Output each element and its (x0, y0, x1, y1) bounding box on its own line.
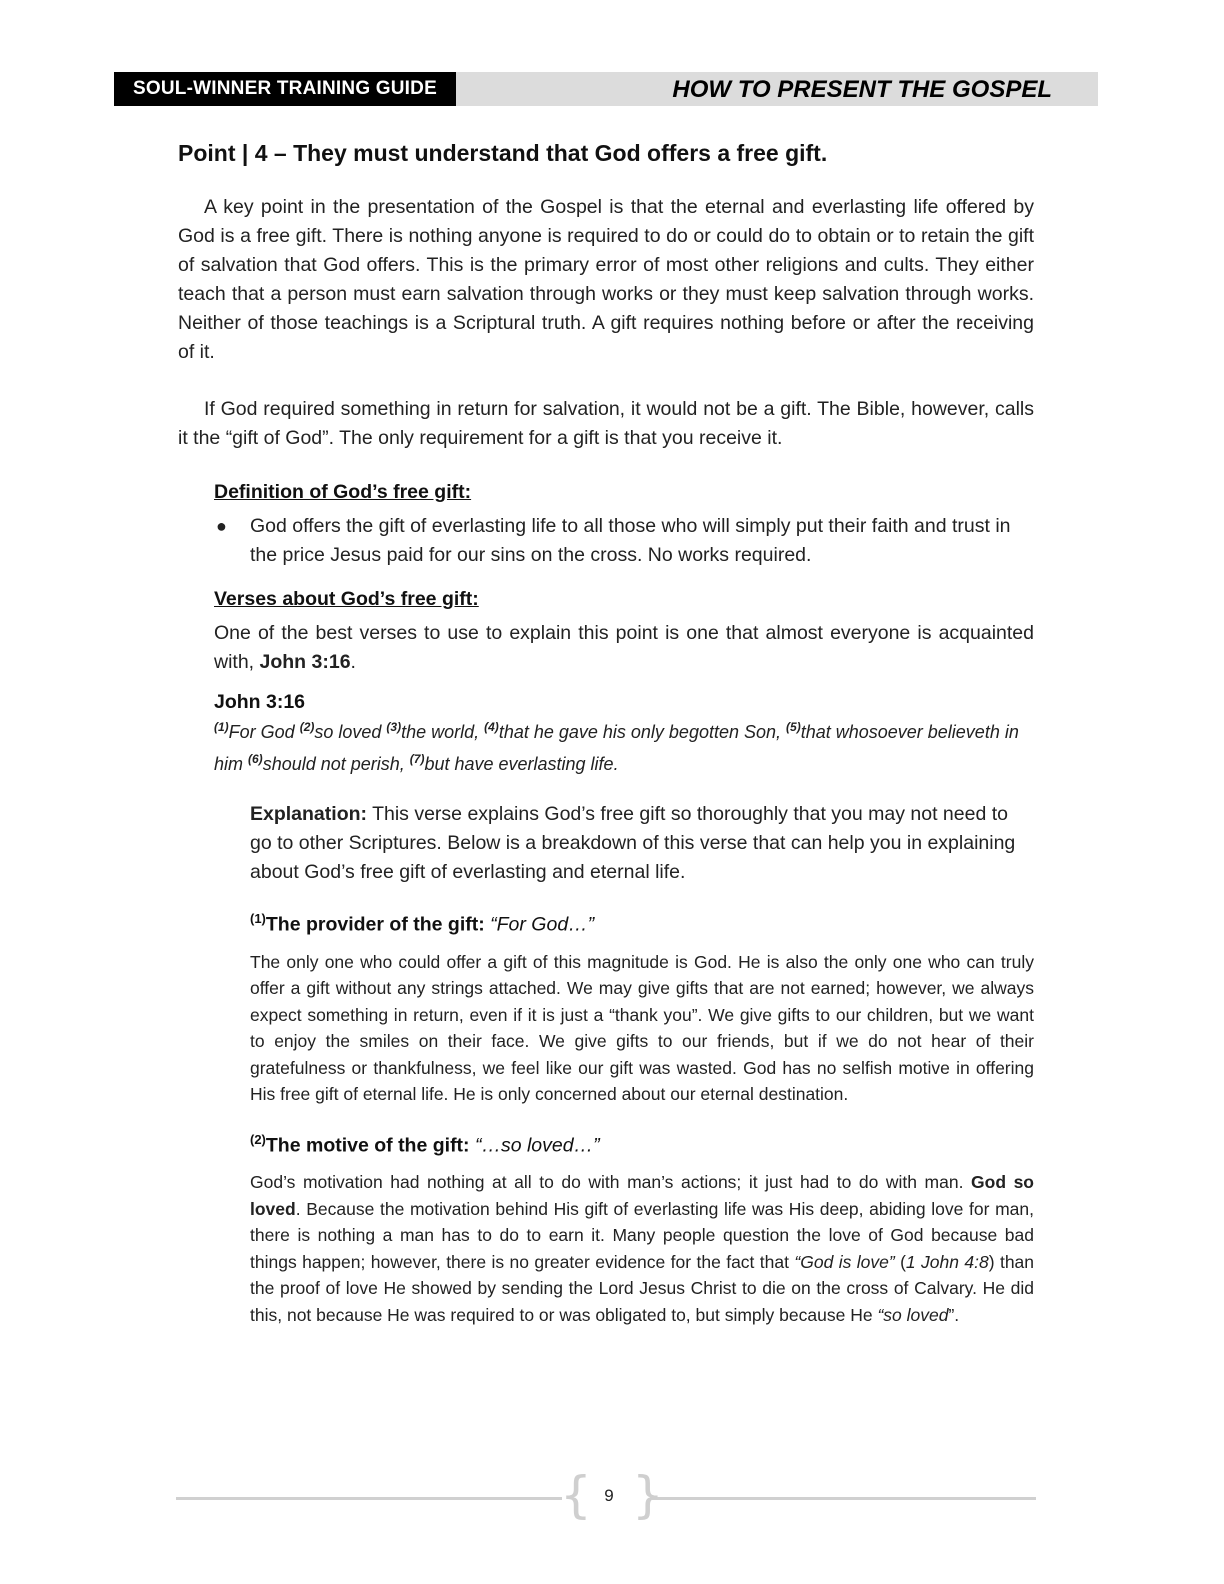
page-content (178, 140, 1034, 1352)
gift-provider-label: The provider of the gift: (265, 913, 485, 936)
verse-num: (4) (484, 720, 499, 734)
paragraph-requirement: If God required something in return for salvation, it would not be a gift. The Bible, however, calls it the “gift of God”. The only requirement for a gift is that you receive it. (178, 398, 1034, 449)
gift-provider-heading (250, 911, 1034, 937)
header-section-title: HOW TO PRESENT THE GOSPEL (672, 76, 1052, 103)
gift-motive-quote: “…so loved…” (474, 1134, 600, 1156)
point-title: Point | 4 – They must understand that God offers a free gift. (178, 140, 828, 166)
gift-motive-text-part: . Because the motivation behind His gift of everlasting life was His deep, abiding love for man, there is nothing a man has to do to earn it. Many people question the love of God because bad things happen; however, there is no greater evidence for the fact that (250, 1198, 1034, 1272)
verse-num: (5) (786, 720, 801, 734)
verse-part: the world, (401, 722, 485, 742)
gift-provider-text: The only one who could offer a gift of this magnitude is God. He is also the only one who can truly offer a gift without any strings attached. We may give gifts that are not earned; however, we always expect something in return, even if it is just a “thank you”. We give gifts to our children, but we want to enjoy the smiles on their face. We give gifts to our friends, but if we do not hear of their gratefulness or thankfulness, we feel like our gift was wasted. God has no selfish motive in offering His free gift of eternal life. He is only concerned about our eternal destination. (250, 951, 1034, 1104)
footer-bracket-left-icon: { (560, 1466, 592, 1524)
gift-provider-num: (1) (250, 911, 266, 926)
definition-bullet-text: God offers the gift of everlasting life to all those who will simply put their faith and trust in the price Jesus paid for our sins on the cross. No works required. (250, 515, 1011, 566)
gift-motive-text-part: ( (894, 1251, 906, 1272)
explanation-section (250, 800, 1034, 1328)
explanation-label: Explanation: (250, 803, 368, 825)
verses-intro (214, 619, 1034, 677)
verses-intro-end: . (350, 651, 356, 673)
verse-num: (6) (248, 752, 263, 766)
gift-motive-reference: 1 John 4:8 (905, 1251, 989, 1272)
definition-list (214, 512, 1034, 570)
verse-part: should not perish, (262, 754, 410, 774)
page-number: 9 (604, 1486, 614, 1505)
verse-num: (2) (299, 720, 315, 734)
gift-motive-text-part: ”. (948, 1304, 960, 1325)
verse-part: that whosoever believeth in him (214, 722, 1019, 774)
gift-motive-text-part: God’s motivation had nothing at all to do with man’s actions; it just had to do with man. (250, 1172, 972, 1192)
verses-heading: Verses about God’s free gift: (214, 588, 479, 610)
verse-text (214, 714, 1034, 778)
definition-heading: Definition of God’s free gift: (214, 481, 472, 503)
verse-part: that he gave his only begotten Son, (498, 722, 787, 742)
footer-bracket-right-icon: } (632, 1466, 664, 1524)
page-header (114, 72, 1098, 106)
verse-reference: John 3:16 (214, 691, 306, 713)
gift-motive-text (250, 1169, 1034, 1328)
verse-part: For God (228, 722, 300, 742)
verses-intro-text: One of the best verses to use to explain this point is one that almost everyone is acquainted with, (214, 622, 1034, 673)
verses-intro-reference: John 3:16 (259, 651, 351, 673)
gift-provider-quote: “For God…” (490, 913, 595, 936)
verse-part: so loved (314, 722, 387, 742)
gift-motive-quote-so-loved: “so loved (877, 1304, 949, 1325)
gift-motive-num: (2) (250, 1131, 266, 1147)
bullet-icon: ● (216, 516, 227, 536)
explanation-text: This verse explains God’s free gift so thoroughly that you may not need to go to other Scriptures. Below is a breakdown of this verse that can help you in explaining about God’s free gift of everlasting and eternal life. (250, 803, 1016, 883)
definition-section (214, 481, 1034, 778)
footer-rule-right (652, 1497, 1036, 1500)
definition-bullet (214, 512, 1034, 570)
paragraph-intro: A key point in the presentation of the Gospel is that the eternal and everlasting life offered by God is a free gift. There is nothing anyone is required to do or could do to obtain or to retain the gift of salvation that God offers. This is the primary error of most other religions and cults. They either teach that a person must earn salvation through works or they must keep salvation through works. Neither of those teachings is a Scriptural truth. A gift requires nothing before or after the receiving of it. (178, 196, 1034, 363)
gift-motive-bold: God so loved (250, 1172, 1035, 1219)
verse-part: but have everlasting life. (424, 754, 619, 774)
gift-motive-label: The motive of the gift: (265, 1134, 470, 1156)
verse-num: (3) (386, 720, 402, 734)
gift-motive-heading (250, 1132, 1034, 1158)
header-guide-title: SOUL-WINNER TRAINING GUIDE (114, 72, 456, 106)
verse-num: (7) (409, 752, 425, 766)
explanation-paragraph (250, 800, 1034, 887)
gift-motive-text-part: ) than the proof of love He showed by sending the Lord Jesus Christ to die on the cross of Calvary. He did this, not because He was required to or was obligated to, but simply because He (250, 1251, 1035, 1325)
footer-rule-left (176, 1497, 562, 1500)
gift-motive-quote-god-is-love: “God is love” (794, 1251, 895, 1272)
verse-num: (1) (214, 720, 229, 734)
